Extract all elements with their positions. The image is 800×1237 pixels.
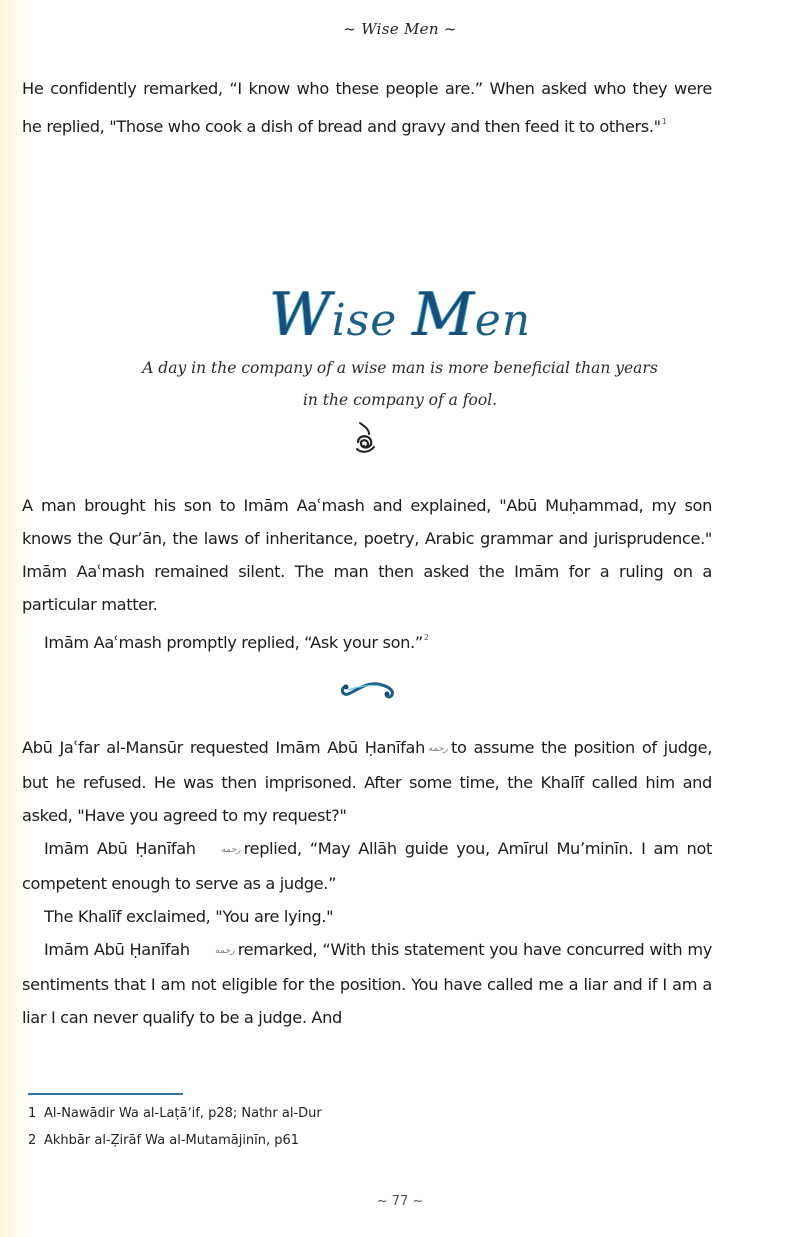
story-1-paragraph-2: Imām Aaʿmash promptly replied, “Ask your son.”$^2$ [44, 633, 429, 652]
chapter-title: Wise Men [268, 280, 532, 350]
story-2-paragraph-2: Imām Abū Ḥanīfah رحمه replied, “May Allāh guide you, Amīrul Muʼminīn. I am not competent enough to serve as a judge.” [22, 832, 712, 900]
knot-ornament-icon [352, 420, 378, 454]
footnotes [28, 1100, 628, 1154]
honorific-icon: رحمه [220, 845, 241, 855]
running-head: ~ Wise Men ~ [343, 20, 457, 38]
story-1 [22, 489, 712, 659]
footnote-ref-2[interactable]: 2 [423, 633, 429, 642]
story-2 [22, 731, 712, 1034]
honorific-icon: رحمه [428, 744, 448, 754]
footnote-divider [28, 1093, 183, 1095]
footnote-ref-1[interactable]: 1 [661, 117, 667, 126]
footnote-2: 2 Akhbār al-Ẓirāf Wa al-Mutamājinīn, p61 [28, 1133, 300, 1148]
footnote-1: 1 Al-Nawādir Wa al-Laṭāʼif, p28; Nathr al-Dur [28, 1106, 322, 1121]
intro-text [22, 72, 712, 143]
story-2-paragraph-1: Abū Jaʿfar al-Mansūr requested Imām Abū Ḥanīfah رحمه to assume the position of judge, but he refused. He was then imprisoned. After some time, the Khalīf called him and asked, "Have you agreed to my request?" [22, 731, 712, 832]
story-2-paragraph-3: The Khalīf exclaimed, "You are lying." [44, 907, 334, 926]
honorific-icon: رحمه [214, 946, 235, 956]
page-number: ~ 77 ~ [376, 1194, 424, 1209]
intro-paragraph: He confidently remarked, “I know who these people are.” When asked who they were he replied, "Those who cook a dish of bread and gravy and then feed it to others."$^1$ [22, 79, 712, 136]
chapter-epigraph: A day in the company of a wise man is more beneficial than years in the company of a fool. [142, 359, 658, 409]
story-1-paragraph-1: A man brought his son to Imām Aaʿmash and explained, "Abū Muḥammad, my son knows the Qurʼān, the laws of inheritance, poetry, Arabic grammar and jurisprudence." Imām Aaʿmash remained silent. The man then asked the Imām for a ruling on a particular matter. [22, 496, 712, 614]
story-2-paragraph-4: Imām Abū Ḥanīfah رحمه remarked, “With this statement you have concurred with my sentiments that I am not eligible for the position. You have called me a liar and if I am a liar I can never qualify to be a judge. And [22, 933, 712, 1034]
swirl-ornament-icon [338, 676, 400, 702]
